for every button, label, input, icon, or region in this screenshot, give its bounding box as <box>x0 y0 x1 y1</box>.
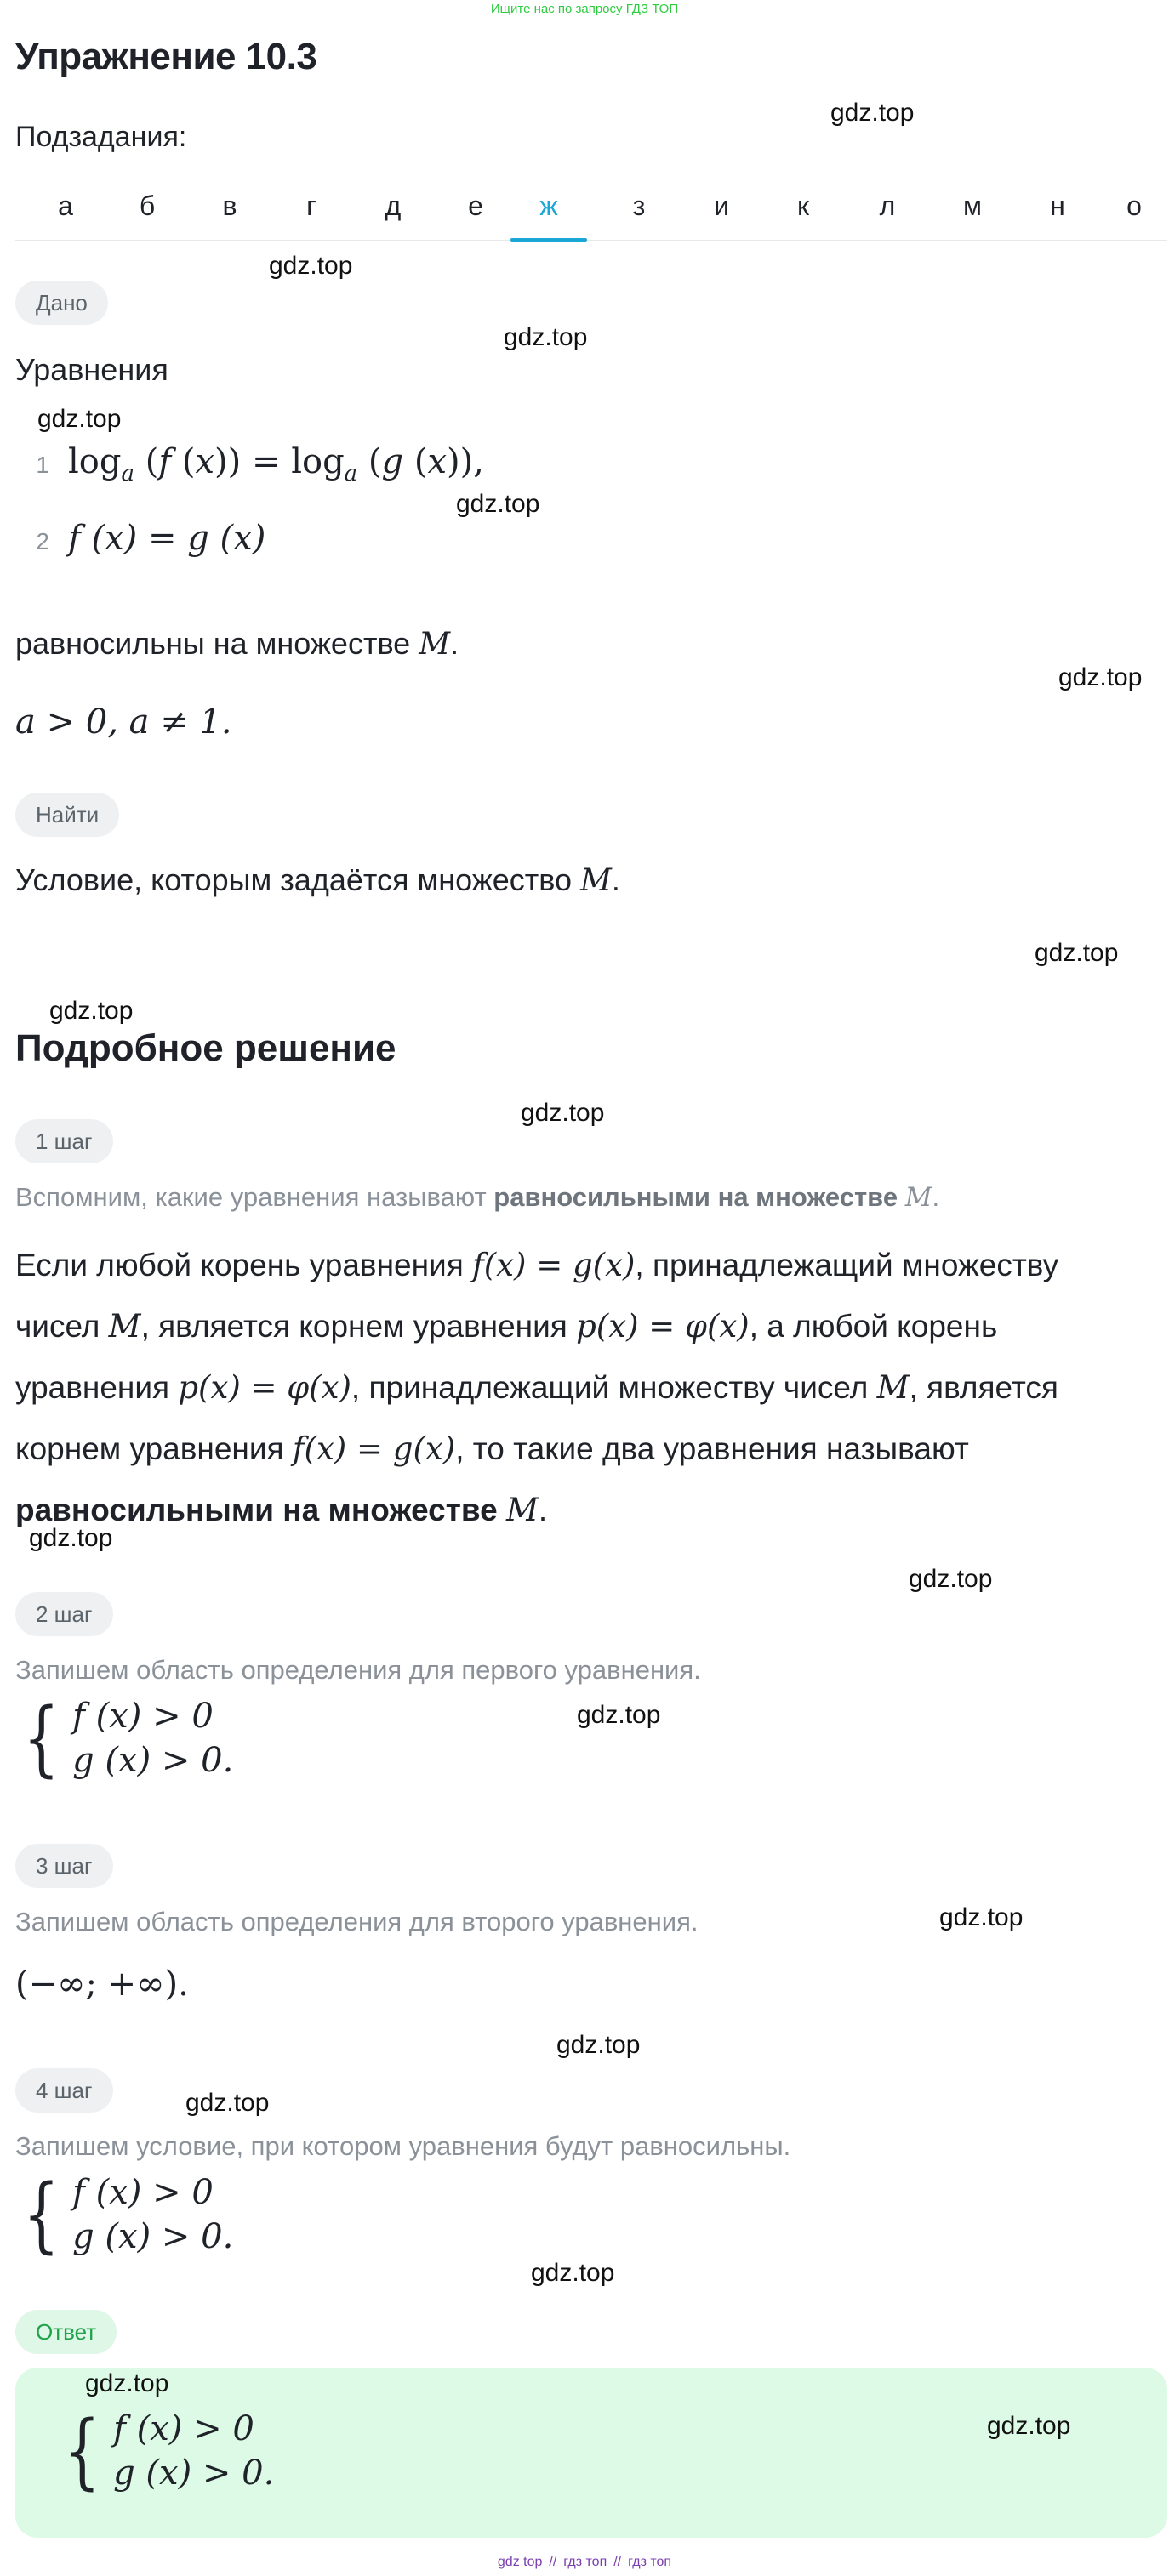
footer-links <box>0 2555 1169 2570</box>
tab-g[interactable]: г <box>306 190 316 221</box>
watermark: gdz.top <box>37 405 122 433</box>
step-4-system: { f (x) > 0 g (x) > 0. <box>23 2167 234 2262</box>
footer-link[interactable]: гдз топ <box>628 2555 672 2569</box>
tab-b[interactable]: б <box>139 190 156 221</box>
watermark: gdz.top <box>577 1701 661 1729</box>
equation-1: 1 $\log_a (f$ $(x)) = \log_a (g$ (x)), <box>15 442 484 486</box>
footer-link[interactable]: gdz top <box>497 2555 543 2569</box>
equation-2: 2 f (x) = g (x) <box>15 519 265 558</box>
watermark: gdz.top <box>909 1565 993 1593</box>
subtask-tabs <box>15 179 1167 241</box>
watermark: gdz.top <box>521 1099 605 1127</box>
page-title: Упражнение 10.3 <box>15 36 317 77</box>
watermark: gdz.top <box>185 2089 270 2117</box>
tab-e[interactable]: е <box>468 190 483 221</box>
watermark: gdz.top <box>49 997 134 1025</box>
given-heading: Уравнения <box>15 352 168 387</box>
condition-a: a > 0, a ≠ 1. <box>15 702 232 742</box>
tab-d[interactable]: д <box>385 190 402 221</box>
definition-line-1: Если любой корень уравнения f(x) = g(x), принадлежащий множеству <box>15 1247 1059 1283</box>
tab-z[interactable]: з <box>632 190 646 221</box>
step-3-result: (−∞; +∞). <box>15 1965 189 2004</box>
watermark: gdz.top <box>830 99 915 127</box>
step-1-definition <box>15 1235 1058 1541</box>
step-2-badge: 2 шаг <box>15 1592 113 1636</box>
step-2-system: { f (x) > 0 g (x) > 0. <box>23 1691 234 1786</box>
brace-icon: { <box>23 1691 60 1786</box>
watermark: gdz.top <box>556 2031 641 2059</box>
tab-l[interactable]: л <box>879 190 896 221</box>
definition-line-3: уравнения p(x) = φ(x), принадлежащий множеству чисел M, является <box>15 1369 1058 1406</box>
answer-badge: Ответ <box>15 2310 117 2354</box>
definition-line-5: равносильными на множестве M. <box>15 1492 548 1528</box>
top-banner-link[interactable]: Ищите нас по запросу ГДЗ ТОП <box>490 2 679 16</box>
brace-icon: { <box>64 2403 100 2499</box>
tab-i[interactable]: и <box>714 190 729 221</box>
equivalence-text: равносильны на множестве M. <box>15 626 459 662</box>
equation-number: 1 <box>36 452 49 478</box>
tab-n[interactable]: н <box>1050 190 1065 221</box>
footer-separator: // <box>613 2555 622 2569</box>
tab-o[interactable]: о <box>1126 190 1142 221</box>
step-2-lead: Запишем область определения для первого уравнения. <box>15 1655 701 1685</box>
definition-line-2: чисел M, является корнем уравнения p(x) = φ(x), а любой корень <box>15 1308 998 1345</box>
tab-m[interactable]: м <box>963 190 982 221</box>
step-1-lead: Вспомним, какие уравнения называют равносильными на множестве M. <box>15 1182 940 1213</box>
solution-title: Подробное решение <box>15 1027 396 1069</box>
watermark: gdz.top <box>269 252 353 280</box>
tab-a[interactable]: а <box>58 190 73 221</box>
find-text: Условие, которым задаётся множество M. <box>15 862 620 898</box>
watermark: gdz.top <box>456 490 540 518</box>
step-3-badge: 3 шаг <box>15 1844 113 1888</box>
subtasks-label: Подзадания: <box>15 121 187 153</box>
equation-number: 2 <box>36 528 49 554</box>
watermark: gdz.top <box>531 2259 615 2287</box>
brace-icon: { <box>23 2167 60 2262</box>
answer-system: { f (x) > 0 g (x) > 0. <box>64 2403 275 2499</box>
watermark: gdz.top <box>939 1903 1024 1931</box>
watermark: gdz.top <box>987 2412 1071 2440</box>
footer-link[interactable]: гдз топ <box>563 2555 607 2569</box>
watermark: gdz.top <box>1058 663 1143 691</box>
tab-zh[interactable]: ж <box>510 179 587 240</box>
footer-separator: // <box>549 2555 557 2569</box>
watermark: gdz.top <box>29 1524 113 1552</box>
tab-k[interactable]: к <box>797 190 809 221</box>
given-badge: Дано <box>15 281 108 325</box>
find-badge: Найти <box>15 793 119 837</box>
step-4-lead: Запишем условие, при котором уравнения будут равносильны. <box>15 2131 791 2161</box>
definition-line-4: корнем уравнения f(x) = g(x), то такие два уравнения называют <box>15 1430 969 1467</box>
watermark: gdz.top <box>85 2369 169 2397</box>
watermark: gdz.top <box>1035 939 1119 967</box>
step-1-badge: 1 шаг <box>15 1119 113 1163</box>
tab-v[interactable]: в <box>222 190 237 221</box>
watermark: gdz.top <box>504 323 588 351</box>
step-3-lead: Запишем область определения для второго уравнения. <box>15 1907 699 1936</box>
step-4-badge: 4 шаг <box>15 2068 113 2113</box>
